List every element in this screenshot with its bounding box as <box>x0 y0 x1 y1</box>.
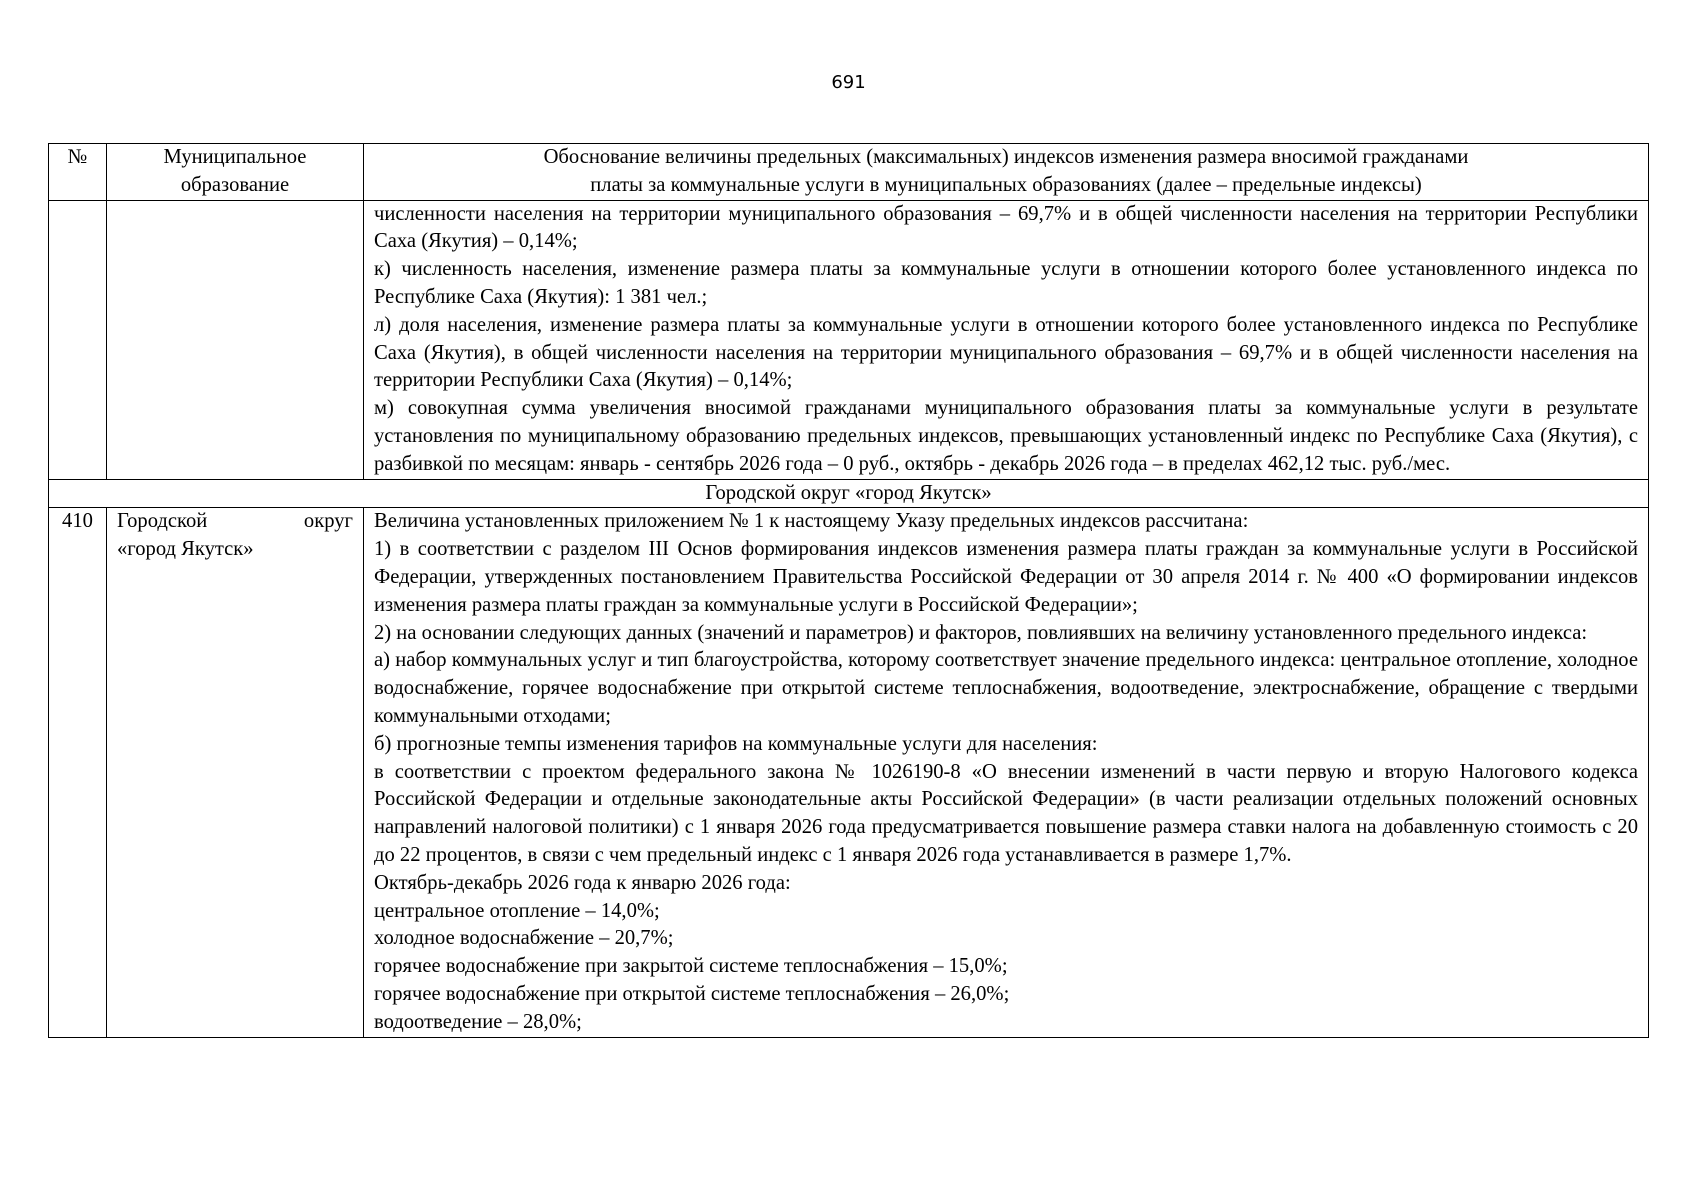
row-410-paragraph-8: центральное отопление – 14,0%; <box>374 899 660 922</box>
row-410-paragraph-3: 2) на основании следующих данных (значений и параметров) и факторов, повлиявших на величину установленного предельного индекса: <box>374 621 1588 644</box>
section-title: Городской округ «город Якутск» <box>49 479 1649 508</box>
row-410-paragraph-7: Октябрь-декабрь 2026 года к январю 2026 года: <box>374 871 791 894</box>
row-410-paragraph-6: в соответствии с проектом федерального закона № 1026190-8 «О внесении изменений в части первую и вторую Налогового кодекса Российской Федерации и отдельные законодательные акты Российской Федерации» (в части реализации отдельных положений основных направлений налоговой политики) с 1 января 2026 года предусматривается повышение размера ставки налога на добавленную стоимость с 20 до 22 процентов, в связи с чем предельный индекс с 1 января 2026 года устанавливается в размере 1,7%. <box>374 760 1638 866</box>
row-410-municipality-word2: округ <box>303 510 353 533</box>
continuation-paragraph-4: м) совокупная сумма увеличения вносимой гражданами муниципального образования платы за коммунальные услуги в результате установления по муниципальному образованию предельных индексов, превышающих установленный индекс по Республике Саха (Якутия), с разбивкой по месяцам: январь - сентябрь 2026 года – 0 руб., октябрь - декабрь 2026 года – в пределах 462,12 тыс. руб./мес. <box>374 397 1638 475</box>
header-municipality <box>107 144 364 201</box>
row-410-paragraph-4: а) набор коммунальных услуг и тип благоустройства, которому соответствует значение предельного индекса: центральное отопление, холодное водоснабжение, горячее водоснабжение при открытой системе теплоснабжения, водоотведение, электроснабжение, обращение с твердыми коммунальными отходами; <box>374 649 1638 727</box>
header-num: № <box>49 144 107 201</box>
continuation-basis-cell <box>364 200 1649 479</box>
row-410-paragraph-1: Величина установленных приложением № 1 к настоящему Указу предельных индексов рассчитана: <box>374 510 1249 533</box>
continuation-row <box>49 200 1649 479</box>
section-row <box>49 479 1649 508</box>
indices-table <box>48 143 1649 1038</box>
page-number: 691 <box>831 72 866 93</box>
row-410-municipality <box>107 508 364 1037</box>
continuation-num-cell <box>49 200 107 479</box>
row-410-paragraph-5: б) прогнозные темпы изменения тарифов на коммунальные услуги для населения: <box>374 732 1098 755</box>
header-basis-line2: платы за коммунальные услуги в муниципальных образованиях (далее – предельные индексы) <box>590 173 1422 196</box>
row-410-num: 410 <box>49 508 107 1037</box>
header-basis <box>364 144 1649 201</box>
row-410-municipality-line2: «город Якутск» <box>117 538 254 561</box>
header-row <box>49 144 1649 201</box>
row-410-paragraph-12: водоотведение – 28,0%; <box>374 1010 582 1033</box>
row-410-paragraph-9: холодное водоснабжение – 20,7%; <box>374 927 674 950</box>
row-410-paragraph-10: горячее водоснабжение при закрытой системе теплоснабжения – 15,0%; <box>374 955 1008 978</box>
row-410 <box>49 508 1649 1037</box>
continuation-municipality-cell <box>107 200 364 479</box>
row-410-paragraph-11: горячее водоснабжение при открытой системе теплоснабжения – 26,0%; <box>374 982 1010 1005</box>
continuation-paragraph-3: л) доля населения, изменение размера платы за коммунальные услуги в отношении которого более установленного индекса по Республике Саха (Якутия), в общей численности населения на территории муниципального образования – 69,7% и в общей численности населения на территории Республики Саха (Якутия) – 0,14%; <box>374 313 1638 392</box>
row-410-basis <box>364 508 1649 1037</box>
row-410-paragraph-2: 1) в соответствии с разделом III Основ формирования индексов изменения размера платы граждан за коммунальные услуги в Российской Федерации, утвержденных постановлением Правительства Российской Федерации от 30 апреля 2014 г. № 400 «О формировании индексов изменения размера платы граждан за коммунальные услуги в Российской Федерации»; <box>374 538 1638 616</box>
header-municipality-line2: образование <box>180 173 290 196</box>
header-municipality-line1: Муниципальное <box>163 146 307 168</box>
continuation-paragraph-2: к) численность населения, изменение размера платы за коммунальные услуги в отношении которого более установленного индекса по Республике Саха (Якутия): 1 381 чел.; <box>374 258 1638 308</box>
row-410-municipality-line1 <box>117 508 353 536</box>
row-410-municipality-word1: Городской <box>117 510 208 533</box>
header-basis-line1: Обоснование величины предельных (максимальных) индексов изменения размера вносимой гражданами <box>543 146 1469 168</box>
continuation-paragraph-1: численности населения на территории муниципального образования – 69,7% и в общей численности населения на территории Республики Саха (Якутия) – 0,14%; <box>374 202 1638 253</box>
